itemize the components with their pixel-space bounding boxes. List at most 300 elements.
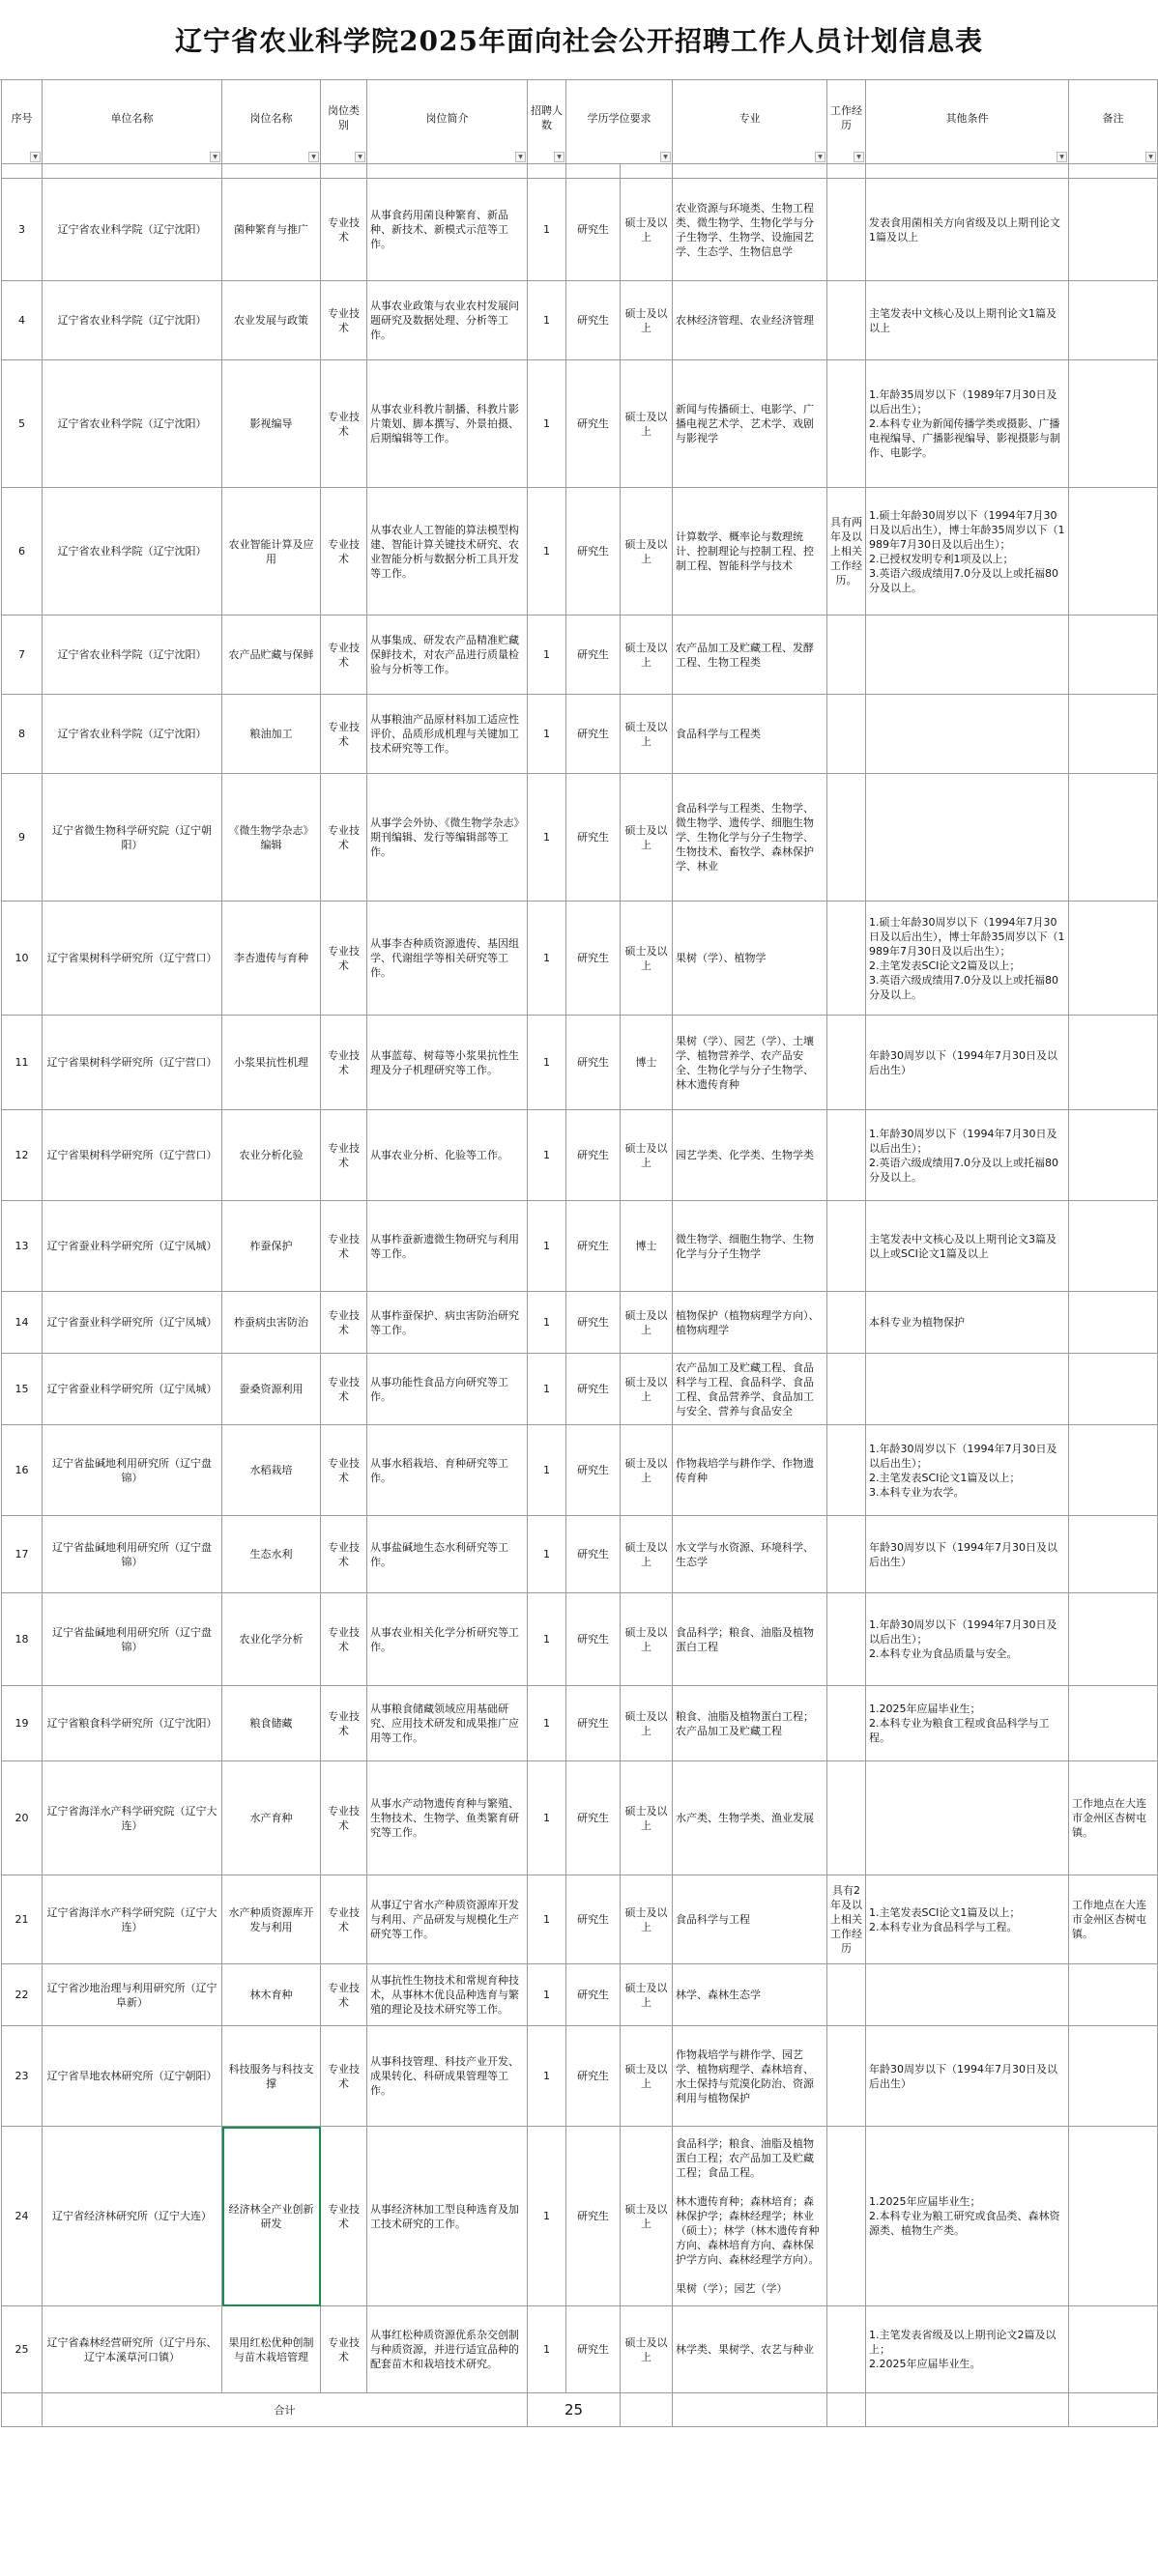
header-cell-major[interactable]: 专业 ▼ xyxy=(673,80,827,164)
cell-other[interactable]: 发表食用菌相关方向省级及以上期刊论文1篇及以上 xyxy=(866,179,1069,281)
cell-intro[interactable]: 从事柞蚕保护、病虫害防治研究等工作。 xyxy=(367,1292,528,1354)
cell-note[interactable] xyxy=(1069,1964,1158,2026)
cell-no[interactable]: 9 xyxy=(2,774,43,902)
cell-category[interactable]: 专业技术 xyxy=(321,1686,367,1761)
cell-degree[interactable]: 硕士及以上 xyxy=(621,1292,673,1354)
cell-post[interactable]: 农业分析化验 xyxy=(222,1110,321,1201)
header-cell-education[interactable]: 学历学位要求 ▼ xyxy=(566,80,673,164)
cell-no[interactable]: 24 xyxy=(2,2127,43,2306)
cell-experience[interactable] xyxy=(827,1761,866,1875)
cell-education[interactable]: 研究生 xyxy=(566,1964,621,2026)
cell-other[interactable]: 1.2025年应届毕业生； 2.本科专业为粮工研究或食品类、森林资源类、植物生产类。 xyxy=(866,2127,1069,2306)
cell-post[interactable]: 经济林全产业创新研发 xyxy=(222,2127,321,2306)
cell-intro[interactable]: 从事农业科教片制播、科教片影片策划、脚本撰写、外景拍摄、后期编辑等工作。 xyxy=(367,360,528,488)
cell-experience[interactable] xyxy=(827,1516,866,1593)
cell-other[interactable]: 1.硕士年龄30周岁以下（1994年7月30日及以后出生），博士年龄35周岁以下（1989年7月30日及以后出生）； 2.已授权发明专利1项及以上； 3.英语六级成绩用7.0分及以上或托福80分及以上。 xyxy=(866,488,1069,615)
cell-other[interactable]: 1.年龄35周岁以下（1989年7月30日及以后出生）； 2.本科专业为新闻传播学类或摄影、广播电视编导、广播影视编导、影视摄影与制作、电影学。 xyxy=(866,360,1069,488)
cell-experience[interactable] xyxy=(827,695,866,774)
cell-intro[interactable]: 从事李杏种质资源遗传、基因组学、代谢组学等相关研究等工作。 xyxy=(367,902,528,1016)
cell-education[interactable]: 研究生 xyxy=(566,2306,621,2393)
cell-degree[interactable]: 硕士及以上 xyxy=(621,2127,673,2306)
cell-post[interactable]: 水产种质资源库开发与利用 xyxy=(222,1875,321,1964)
cell-unit[interactable]: 辽宁省农业科学院（辽宁沈阳） xyxy=(43,488,222,615)
cell-degree[interactable]: 硕士及以上 xyxy=(621,1964,673,2026)
cell-major[interactable]: 食品科学；粮食、油脂及植物蛋白工程；农产品加工及贮藏工程；食品工程。 林木遗传育种；森林培育；森林保护学；森林经理学；林业（硕士）；林学（林木遗传育种方向、森林培育方向、森林保护学方向、森林经理学方向）。 果树（学）；园艺（学） xyxy=(673,2127,827,2306)
cell-note[interactable] xyxy=(1069,615,1158,695)
cell-education[interactable]: 研究生 xyxy=(566,1593,621,1686)
header-cell-category[interactable]: 岗位类别 ▼ xyxy=(321,80,367,164)
cell-count[interactable]: 1 xyxy=(528,1964,566,2026)
cell-unit[interactable]: 辽宁省旱地农林研究所（辽宁朝阳） xyxy=(43,2026,222,2127)
cell-unit[interactable]: 辽宁省海洋水产科学研究院（辽宁大连） xyxy=(43,1875,222,1964)
cell-count[interactable]: 1 xyxy=(528,774,566,902)
header-cell-intro[interactable]: 岗位简介 ▼ xyxy=(367,80,528,164)
cell-no[interactable]: 5 xyxy=(2,360,43,488)
cell-major[interactable]: 食品科学与工程类 xyxy=(673,695,827,774)
cell-category[interactable]: 专业技术 xyxy=(321,1761,367,1875)
cell-education[interactable]: 研究生 xyxy=(566,179,621,281)
cell-post[interactable]: 果用红松优种创制与苗木栽培管理 xyxy=(222,2306,321,2393)
cell-other[interactable]: 1.主笔发表SCI论文1篇及以上； 2.本科专业为食品科学与工程。 xyxy=(866,1875,1069,1964)
cell-degree[interactable]: 硕士及以上 xyxy=(621,360,673,488)
cell-no[interactable]: 6 xyxy=(2,488,43,615)
cell-count[interactable]: 1 xyxy=(528,902,566,1016)
cell-note[interactable] xyxy=(1069,1201,1158,1292)
cell-major[interactable]: 果树（学）、园艺（学）、土壤学、植物营养学、农产品安全、生物化学与分子生物学、林木遗传育种 xyxy=(673,1016,827,1110)
cell-education[interactable]: 研究生 xyxy=(566,1201,621,1292)
cell-experience[interactable] xyxy=(827,1964,866,2026)
cell-category[interactable]: 专业技术 xyxy=(321,179,367,281)
cell-other[interactable]: 1.年龄30周岁以下（1994年7月30日及以后出生）； 2.英语六级成绩用7.0分及以上或托福80分及以上。 xyxy=(866,1110,1069,1201)
cell-category[interactable]: 专业技术 xyxy=(321,1201,367,1292)
cell-count[interactable]: 1 xyxy=(528,2306,566,2393)
cell-note[interactable] xyxy=(1069,902,1158,1016)
cell-intro[interactable]: 从事农业人工智能的算法模型构建、智能计算关键技术研究、农业智能分析与数据分析工具开发等工作。 xyxy=(367,488,528,615)
cell-count[interactable]: 1 xyxy=(528,1516,566,1593)
cell-unit[interactable]: 辽宁省农业科学院（辽宁沈阳） xyxy=(43,615,222,695)
cell-post[interactable]: 菌种繁育与推广 xyxy=(222,179,321,281)
cell-education[interactable]: 研究生 xyxy=(566,1761,621,1875)
filter-dropdown-icon[interactable]: ▼ xyxy=(355,152,365,162)
cell-note[interactable] xyxy=(1069,1110,1158,1201)
cell-education[interactable]: 研究生 xyxy=(566,615,621,695)
cell-intro[interactable]: 从事水稻栽培、育种研究等工作。 xyxy=(367,1425,528,1516)
cell-other[interactable]: 1.主笔发表省级及以上期刊论文2篇及以上； 2.2025年应届毕业生。 xyxy=(866,2306,1069,2393)
cell-category[interactable]: 专业技术 xyxy=(321,1110,367,1201)
cell-no[interactable]: 10 xyxy=(2,902,43,1016)
cell-education[interactable]: 研究生 xyxy=(566,1292,621,1354)
cell-post[interactable]: 农业化学分析 xyxy=(222,1593,321,1686)
cell-count[interactable]: 1 xyxy=(528,281,566,360)
cell-education[interactable]: 研究生 xyxy=(566,1354,621,1425)
cell-unit[interactable]: 辽宁省蚕业科学研究所（辽宁凤城） xyxy=(43,1354,222,1425)
cell-no[interactable]: 11 xyxy=(2,1016,43,1110)
cell-other[interactable] xyxy=(866,1761,1069,1875)
cell-category[interactable]: 专业技术 xyxy=(321,360,367,488)
cell-post[interactable]: 李杏遗传与育种 xyxy=(222,902,321,1016)
cell-major[interactable]: 水产类、生物学类、渔业发展 xyxy=(673,1761,827,1875)
cell-no[interactable]: 4 xyxy=(2,281,43,360)
cell-degree[interactable]: 硕士及以上 xyxy=(621,902,673,1016)
filter-dropdown-icon[interactable]: ▼ xyxy=(515,152,526,162)
cell-unit[interactable]: 辽宁省蚕业科学研究所（辽宁凤城） xyxy=(43,1201,222,1292)
cell-note[interactable] xyxy=(1069,360,1158,488)
cell-other[interactable]: 1.2025年应届毕业生； 2.本科专业为粮食工程或食品科学与工程。 xyxy=(866,1686,1069,1761)
cell-major[interactable]: 水文学与水资源、环境科学、生态学 xyxy=(673,1516,827,1593)
cell-experience[interactable] xyxy=(827,1292,866,1354)
cell-category[interactable]: 专业技术 xyxy=(321,488,367,615)
cell-note[interactable] xyxy=(1069,1686,1158,1761)
cell-unit[interactable]: 辽宁省农业科学院（辽宁沈阳） xyxy=(43,695,222,774)
cell-intro[interactable]: 从事粮食储藏领域应用基础研究、应用技术研发和成果推广应用等工作。 xyxy=(367,1686,528,1761)
cell-no[interactable]: 3 xyxy=(2,179,43,281)
cell-category[interactable]: 专业技术 xyxy=(321,1964,367,2026)
cell-major[interactable]: 农产品加工及贮藏工程、食品科学与工程、食品科学、食品工程、食品营养学、食品加工与安全、营养与食品安全 xyxy=(673,1354,827,1425)
cell-post[interactable]: 农业智能计算及应用 xyxy=(222,488,321,615)
cell-count[interactable]: 1 xyxy=(528,1761,566,1875)
cell-note[interactable] xyxy=(1069,1016,1158,1110)
cell-category[interactable]: 专业技术 xyxy=(321,1016,367,1110)
cell-intro[interactable]: 从事柞蚕新遗微生物研究与利用等工作。 xyxy=(367,1201,528,1292)
cell-intro[interactable]: 从事蓝莓、树莓等小浆果抗性生理及分子机理研究等工作。 xyxy=(367,1016,528,1110)
cell-experience[interactable] xyxy=(827,1425,866,1516)
cell-education[interactable]: 研究生 xyxy=(566,902,621,1016)
cell-count[interactable]: 1 xyxy=(528,1016,566,1110)
cell-post[interactable]: 柞蚕保护 xyxy=(222,1201,321,1292)
cell-experience[interactable] xyxy=(827,1016,866,1110)
cell-education[interactable]: 研究生 xyxy=(566,1875,621,1964)
cell-education[interactable]: 研究生 xyxy=(566,695,621,774)
cell-degree[interactable]: 硕士及以上 xyxy=(621,1354,673,1425)
cell-post[interactable]: 粮食储藏 xyxy=(222,1686,321,1761)
cell-intro[interactable]: 从事农业相关化学分析研究等工作。 xyxy=(367,1593,528,1686)
cell-count[interactable]: 1 xyxy=(528,2127,566,2306)
cell-education[interactable]: 研究生 xyxy=(566,2127,621,2306)
cell-category[interactable]: 专业技术 xyxy=(321,2026,367,2127)
cell-post[interactable]: 《微生物学杂志》编辑 xyxy=(222,774,321,902)
cell-note[interactable] xyxy=(1069,1354,1158,1425)
cell-other[interactable] xyxy=(866,1354,1069,1425)
cell-intro[interactable]: 从事学会外协、《微生物学杂志》期刊编辑、发行等编辑部等工作。 xyxy=(367,774,528,902)
cell-no[interactable]: 23 xyxy=(2,2026,43,2127)
cell-experience[interactable] xyxy=(827,281,866,360)
cell-intro[interactable]: 从事粮油产品原材料加工适应性评价、品质形成机理与关键加工技术研究等工作。 xyxy=(367,695,528,774)
header-cell-no[interactable]: 序号 ▼ xyxy=(2,80,43,164)
cell-intro[interactable]: 从事功能性食品方向研究等工作。 xyxy=(367,1354,528,1425)
cell-experience[interactable] xyxy=(827,2026,866,2127)
filter-dropdown-icon[interactable]: ▼ xyxy=(308,152,319,162)
cell-other[interactable]: 主笔发表中文核心及以上期刊论文3篇及以上或SCI论文1篇及以上 xyxy=(866,1201,1069,1292)
cell-no[interactable]: 14 xyxy=(2,1292,43,1354)
cell-experience[interactable] xyxy=(827,2127,866,2306)
cell-note[interactable] xyxy=(1069,1425,1158,1516)
cell-category[interactable]: 专业技术 xyxy=(321,1593,367,1686)
filter-dropdown-icon[interactable]: ▼ xyxy=(1057,152,1067,162)
cell-count[interactable]: 1 xyxy=(528,1875,566,1964)
cell-experience[interactable] xyxy=(827,179,866,281)
cell-other[interactable] xyxy=(866,615,1069,695)
cell-other[interactable] xyxy=(866,1964,1069,2026)
cell-no[interactable]: 25 xyxy=(2,2306,43,2393)
header-cell-post[interactable]: 岗位名称 ▼ xyxy=(222,80,321,164)
cell-category[interactable]: 专业技术 xyxy=(321,695,367,774)
cell-unit[interactable]: 辽宁省海洋水产科学研究院（辽宁大连） xyxy=(43,1761,222,1875)
cell-degree[interactable]: 硕士及以上 xyxy=(621,1875,673,1964)
cell-degree[interactable]: 硕士及以上 xyxy=(621,488,673,615)
cell-count[interactable]: 1 xyxy=(528,488,566,615)
cell-count[interactable]: 1 xyxy=(528,695,566,774)
cell-major[interactable]: 作物栽培学与耕作学、园艺学、植物病理学、森林培育、水土保持与荒漠化防治、资源利用与植物保护 xyxy=(673,2026,827,2127)
cell-category[interactable]: 专业技术 xyxy=(321,1875,367,1964)
cell-intro[interactable]: 从事农业政策与农业农村发展问题研究及数据处理、分析等工作。 xyxy=(367,281,528,360)
cell-experience[interactable] xyxy=(827,360,866,488)
cell-experience[interactable] xyxy=(827,1354,866,1425)
cell-category[interactable]: 专业技术 xyxy=(321,2127,367,2306)
cell-major[interactable]: 农林经济管理、农业经济管理 xyxy=(673,281,827,360)
cell-other[interactable]: 年龄30周岁以下（1994年7月30日及以后出生） xyxy=(866,1516,1069,1593)
cell-degree[interactable]: 硕士及以上 xyxy=(621,1761,673,1875)
cell-category[interactable]: 专业技术 xyxy=(321,1516,367,1593)
cell-other[interactable]: 本科专业为植物保护 xyxy=(866,1292,1069,1354)
cell-count[interactable]: 1 xyxy=(528,179,566,281)
cell-note[interactable] xyxy=(1069,281,1158,360)
cell-note[interactable] xyxy=(1069,2026,1158,2127)
cell-degree[interactable]: 博士 xyxy=(621,1201,673,1292)
cell-other[interactable]: 主笔发表中文核心及以上期刊论文1篇及以上 xyxy=(866,281,1069,360)
cell-unit[interactable]: 辽宁省果树科学研究所（辽宁营口） xyxy=(43,1016,222,1110)
cell-no[interactable]: 13 xyxy=(2,1201,43,1292)
cell-major[interactable]: 粮食、油脂及植物蛋白工程；农产品加工及贮藏工程 xyxy=(673,1686,827,1761)
cell-other[interactable]: 1.年龄30周岁以下（1994年7月30日及以后出生）； 2.主笔发表SCI论文1篇及以上； 3.本科专业为农学。 xyxy=(866,1425,1069,1516)
cell-education[interactable]: 研究生 xyxy=(566,1686,621,1761)
cell-intro[interactable]: 从事盐碱地生态水利研究等工作。 xyxy=(367,1516,528,1593)
cell-no[interactable]: 16 xyxy=(2,1425,43,1516)
cell-post[interactable]: 水稻栽培 xyxy=(222,1425,321,1516)
cell-intro[interactable]: 从事抗性生物技术和常规育种技术，从事林木优良品种选育与繁殖的理论及技术研究等工作。 xyxy=(367,1964,528,2026)
cell-category[interactable]: 专业技术 xyxy=(321,902,367,1016)
filter-dropdown-icon[interactable]: ▼ xyxy=(815,152,825,162)
cell-experience[interactable]: 具有两年及以上相关工作经历。 xyxy=(827,488,866,615)
cell-note[interactable] xyxy=(1069,2127,1158,2306)
cell-experience[interactable] xyxy=(827,902,866,1016)
cell-post[interactable]: 柞蚕病虫害防治 xyxy=(222,1292,321,1354)
cell-count[interactable]: 1 xyxy=(528,1110,566,1201)
cell-education[interactable]: 研究生 xyxy=(566,1110,621,1201)
cell-experience[interactable]: 具有2年及以上相关工作经历 xyxy=(827,1875,866,1964)
cell-note[interactable] xyxy=(1069,1593,1158,1686)
cell-other[interactable]: 1.年龄30周岁以下（1994年7月30日及以后出生）； 2.本科专业为食品质量与安全。 xyxy=(866,1593,1069,1686)
header-cell-note[interactable]: 备注 ▼ xyxy=(1069,80,1158,164)
cell-degree[interactable]: 硕士及以上 xyxy=(621,695,673,774)
cell-unit[interactable]: 辽宁省盐碱地利用研究所（辽宁盘锦） xyxy=(43,1425,222,1516)
cell-degree[interactable]: 硕士及以上 xyxy=(621,179,673,281)
header-cell-experience[interactable]: 工作经历 ▼ xyxy=(827,80,866,164)
filter-dropdown-icon[interactable]: ▼ xyxy=(660,152,671,162)
cell-degree[interactable]: 硕士及以上 xyxy=(621,615,673,695)
cell-degree[interactable]: 硕士及以上 xyxy=(621,1110,673,1201)
cell-education[interactable]: 研究生 xyxy=(566,360,621,488)
cell-major[interactable]: 园艺学类、化学类、生物学类 xyxy=(673,1110,827,1201)
cell-major[interactable]: 作物栽培学与耕作学、作物遗传育种 xyxy=(673,1425,827,1516)
cell-intro[interactable]: 从事经济林加工型良种选育及加工技术研究的工作。 xyxy=(367,2127,528,2306)
cell-note[interactable] xyxy=(1069,774,1158,902)
cell-major[interactable]: 果树（学）、植物学 xyxy=(673,902,827,1016)
cell-no[interactable]: 19 xyxy=(2,1686,43,1761)
cell-experience[interactable] xyxy=(827,1686,866,1761)
cell-post[interactable]: 影视编导 xyxy=(222,360,321,488)
cell-intro[interactable]: 从事集成、研发农产品精准贮藏保鲜技术，对农产品进行质量检验与分析等工作。 xyxy=(367,615,528,695)
cell-note[interactable]: 工作地点在大连市金州区杏树屯镇。 xyxy=(1069,1875,1158,1964)
cell-degree[interactable]: 硕士及以上 xyxy=(621,2026,673,2127)
cell-other[interactable]: 年龄30周岁以下（1994年7月30日及以后出生） xyxy=(866,1016,1069,1110)
cell-note[interactable] xyxy=(1069,695,1158,774)
total-label[interactable]: 合计 xyxy=(43,2393,528,2427)
cell-note[interactable] xyxy=(1069,488,1158,615)
cell-post[interactable]: 林木育种 xyxy=(222,1964,321,2026)
cell-education[interactable]: 研究生 xyxy=(566,281,621,360)
cell-major[interactable]: 新闻与传播硕士、电影学、广播电视艺术学、艺术学、戏剧与影视学 xyxy=(673,360,827,488)
cell-degree[interactable]: 硕士及以上 xyxy=(621,2306,673,2393)
cell-other[interactable] xyxy=(866,695,1069,774)
cell-intro[interactable]: 从事红松种质资源优系杂交创制与种质资源，并进行适宜品种的配套苗木和栽培技术研究。 xyxy=(367,2306,528,2393)
cell-intro[interactable]: 从事辽宁省水产种质资源库开发与利用、产品研发与规模化生产研究等工作。 xyxy=(367,1875,528,1964)
cell-post[interactable]: 小浆果抗性机理 xyxy=(222,1016,321,1110)
cell-category[interactable]: 专业技术 xyxy=(321,281,367,360)
cell-post[interactable]: 农产品贮藏与保鲜 xyxy=(222,615,321,695)
cell-experience[interactable] xyxy=(827,1593,866,1686)
cell-count[interactable]: 1 xyxy=(528,1354,566,1425)
cell-education[interactable]: 研究生 xyxy=(566,1425,621,1516)
cell-other[interactable]: 1.硕士年龄30周岁以下（1994年7月30日及以后出生），博士年龄35周岁以下（1989年7月30日及以后出生）； 2.主笔发表SCI论文2篇及以上； 3.英语六级成绩用7.0分及以上或托福80分及以上。 xyxy=(866,902,1069,1016)
cell-post[interactable]: 蚕桑资源利用 xyxy=(222,1354,321,1425)
cell-note[interactable]: 工作地点在大连市金州区杏树屯镇。 xyxy=(1069,1761,1158,1875)
cell-post[interactable]: 生态水利 xyxy=(222,1516,321,1593)
cell-no[interactable]: 12 xyxy=(2,1110,43,1201)
cell-no[interactable]: 18 xyxy=(2,1593,43,1686)
filter-dropdown-icon[interactable]: ▼ xyxy=(854,152,864,162)
cell-major[interactable]: 计算数学、概率论与数理统计、控制理论与控制工程、控制工程、智能科学与技术 xyxy=(673,488,827,615)
cell-intro[interactable]: 从事农业分析、化验等工作。 xyxy=(367,1110,528,1201)
cell-education[interactable]: 研究生 xyxy=(566,488,621,615)
cell-unit[interactable]: 辽宁省果树科学研究所（辽宁营口） xyxy=(43,902,222,1016)
cell-intro[interactable]: 从事水产动物遗传育种与繁殖、生物技术、生物学、鱼类繁育研究等工作。 xyxy=(367,1761,528,1875)
cell-unit[interactable]: 辽宁省沙地治理与利用研究所（辽宁阜新） xyxy=(43,1964,222,2026)
cell-unit[interactable]: 辽宁省经济林研究所（辽宁大连） xyxy=(43,2127,222,2306)
cell-post[interactable]: 粮油加工 xyxy=(222,695,321,774)
cell-category[interactable]: 专业技术 xyxy=(321,1425,367,1516)
cell-experience[interactable] xyxy=(827,774,866,902)
cell-degree[interactable]: 硕士及以上 xyxy=(621,1686,673,1761)
cell-no[interactable]: 22 xyxy=(2,1964,43,2026)
cell-no[interactable]: 17 xyxy=(2,1516,43,1593)
cell-major[interactable]: 食品科学与工程类、生物学、微生物学、遗传学、细胞生物学、生物化学与分子生物学、生物技术、畜牧学、森林保护学、林业 xyxy=(673,774,827,902)
cell-count[interactable]: 1 xyxy=(528,1292,566,1354)
cell-unit[interactable]: 辽宁省粮食科学研究所（辽宁沈阳） xyxy=(43,1686,222,1761)
cell-category[interactable]: 专业技术 xyxy=(321,1354,367,1425)
cell-category[interactable]: 专业技术 xyxy=(321,1292,367,1354)
cell-education[interactable]: 研究生 xyxy=(566,774,621,902)
header-cell-unit[interactable]: 单位名称 ▼ xyxy=(43,80,222,164)
cell-degree[interactable]: 硕士及以上 xyxy=(621,774,673,902)
cell-count[interactable]: 1 xyxy=(528,615,566,695)
cell-unit[interactable]: 辽宁省农业科学院（辽宁沈阳） xyxy=(43,281,222,360)
cell-degree[interactable]: 硕士及以上 xyxy=(621,281,673,360)
cell-post[interactable]: 水产育种 xyxy=(222,1761,321,1875)
cell-education[interactable]: 研究生 xyxy=(566,1516,621,1593)
cell-education[interactable]: 研究生 xyxy=(566,2026,621,2127)
total-sum[interactable]: 25 xyxy=(528,2393,621,2427)
cell-unit[interactable]: 辽宁省森林经营研究所（辽宁丹东、辽宁本溪草河口镇） xyxy=(43,2306,222,2393)
filter-dropdown-icon[interactable]: ▼ xyxy=(554,152,565,162)
header-cell-count[interactable]: 招聘人数 ▼ xyxy=(528,80,566,164)
cell-count[interactable]: 1 xyxy=(528,1686,566,1761)
header-cell-other[interactable]: 其他条件 ▼ xyxy=(866,80,1069,164)
cell-count[interactable]: 1 xyxy=(528,2026,566,2127)
cell-major[interactable]: 林学、森林生态学 xyxy=(673,1964,827,2026)
cell-no[interactable]: 21 xyxy=(2,1875,43,1964)
cell-degree[interactable]: 硕士及以上 xyxy=(621,1425,673,1516)
cell-unit[interactable]: 辽宁省微生物科学研究院（辽宁朝阳） xyxy=(43,774,222,902)
cell-count[interactable]: 1 xyxy=(528,1593,566,1686)
cell-no[interactable]: 20 xyxy=(2,1761,43,1875)
cell-unit[interactable]: 辽宁省盐碱地利用研究所（辽宁盘锦） xyxy=(43,1593,222,1686)
cell-degree[interactable]: 博士 xyxy=(621,1016,673,1110)
cell-post[interactable]: 农业发展与政策 xyxy=(222,281,321,360)
filter-dropdown-icon[interactable]: ▼ xyxy=(210,152,220,162)
cell-major[interactable]: 植物保护（植物病理学方向）、植物病理学 xyxy=(673,1292,827,1354)
cell-major[interactable]: 农产品加工及贮藏工程、发酵工程、生物工程类 xyxy=(673,615,827,695)
cell-note[interactable] xyxy=(1069,179,1158,281)
cell-unit[interactable]: 辽宁省农业科学院（辽宁沈阳） xyxy=(43,179,222,281)
cell-education[interactable]: 研究生 xyxy=(566,1016,621,1110)
cell-count[interactable]: 1 xyxy=(528,1425,566,1516)
cell-unit[interactable]: 辽宁省果树科学研究所（辽宁营口） xyxy=(43,1110,222,1201)
cell-no[interactable]: 15 xyxy=(2,1354,43,1425)
cell-category[interactable]: 专业技术 xyxy=(321,615,367,695)
cell-unit[interactable]: 辽宁省蚕业科学研究所（辽宁凤城） xyxy=(43,1292,222,1354)
cell-experience[interactable] xyxy=(827,2306,866,2393)
cell-major[interactable]: 食品科学；粮食、油脂及植物蛋白工程 xyxy=(673,1593,827,1686)
cell-intro[interactable]: 从事科技管理、科技产业开发、成果转化、科研成果管理等工作。 xyxy=(367,2026,528,2127)
cell-experience[interactable] xyxy=(827,615,866,695)
cell-category[interactable]: 专业技术 xyxy=(321,2306,367,2393)
cell-note[interactable] xyxy=(1069,1516,1158,1593)
cell-note[interactable] xyxy=(1069,2306,1158,2393)
cell-category[interactable]: 专业技术 xyxy=(321,774,367,902)
cell-intro[interactable]: 从事食药用菌良种繁育、新品种、新技术、新模式示范等工作。 xyxy=(367,179,528,281)
cell-degree[interactable]: 硕士及以上 xyxy=(621,1593,673,1686)
cell-major[interactable]: 农业资源与环境类、生物工程类、微生物学、生物化学与分子生物学、生物学、设施园艺学、生态学、生物信息学 xyxy=(673,179,827,281)
cell-no[interactable]: 8 xyxy=(2,695,43,774)
cell-degree[interactable]: 硕士及以上 xyxy=(621,1516,673,1593)
cell-experience[interactable] xyxy=(827,1110,866,1201)
cell-count[interactable]: 1 xyxy=(528,1201,566,1292)
filter-dropdown-icon[interactable]: ▼ xyxy=(30,152,41,162)
cell-post[interactable]: 科技服务与科技支撑 xyxy=(222,2026,321,2127)
cell-note[interactable] xyxy=(1069,1292,1158,1354)
cell-major[interactable]: 林学类、果树学、农艺与种业 xyxy=(673,2306,827,2393)
cell-experience[interactable] xyxy=(827,1201,866,1292)
cell-no[interactable]: 7 xyxy=(2,615,43,695)
cell-major[interactable]: 食品科学与工程 xyxy=(673,1875,827,1964)
cell-unit[interactable]: 辽宁省盐碱地利用研究所（辽宁盘锦） xyxy=(43,1516,222,1593)
cell-other[interactable] xyxy=(866,774,1069,902)
cell-unit[interactable]: 辽宁省农业科学院（辽宁沈阳） xyxy=(43,360,222,488)
cell-count[interactable]: 1 xyxy=(528,360,566,488)
cell-major[interactable]: 微生物学、细胞生物学、生物化学与分子生物学 xyxy=(673,1201,827,1292)
cell-other[interactable]: 年龄30周岁以下（1994年7月30日及以后出生） xyxy=(866,2026,1069,2127)
filter-dropdown-icon[interactable]: ▼ xyxy=(1145,152,1156,162)
